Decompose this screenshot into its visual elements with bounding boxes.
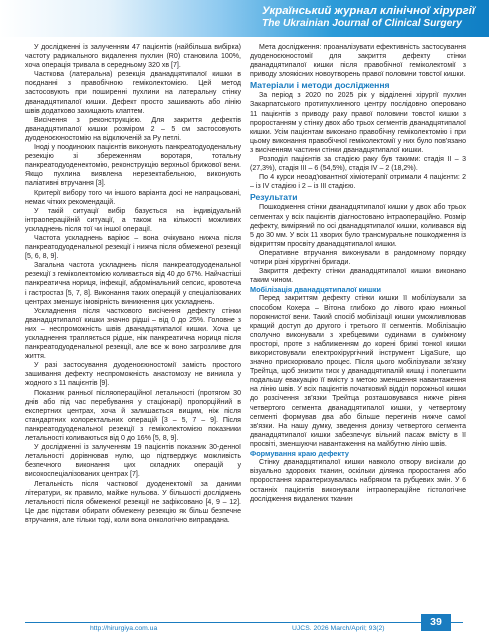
page-number: 39 xyxy=(421,614,451,631)
body-paragraph: Летальність після часткової дуоденектомії за даними літератури, як правило, майже нульова. У більшості досліджень летальності після обмеженої резекції не зафіксовано [4, 9 – 12]. Це дає підстави обирати обмежену резекцію як більш безпечне втручання, але тільки тоді, коли вона онкологічно виправдана. xyxy=(25,480,241,524)
body-paragraph: У дослідженні із залученням 47 пацієнтів (найбільша вибірка) частоту радикального видалення пухлин (R0) становила 100%, хоча операція тривала в середньому 320 хв [7]. xyxy=(25,44,241,70)
body-paragraph: За період з 2020 по 2025 рік у відділенні хірургії пухлин Закарпатського протипухлинного центру послідовно оперовано 11 пацієнтів з приводу раку правої половини товстої кишки з проростанням у стінку двох або трьох сегментів дванадцятипалої кишки. Усім пацієнтам виконано правобічну геміколектомію і при цьому виконання правобічної геміколектомії у них було пов'язано з висіченням частини стінки дванадцятипалої кишки. xyxy=(250,92,466,154)
body-paragraph: Висічення з реконструкцією. Для закриття дефектів дванадцятипалої кишки розміром 2 – 5 см застосовують дуоденоєюностомію на відключеній за Ру петлі. xyxy=(25,116,241,142)
body-paragraph: По 4 курси неоад'ювантної хіміотерапії отримали 4 пацієнти: 2 – із IV стадією і 2 – із III стадією. xyxy=(250,174,466,191)
right-text-column xyxy=(250,43,466,504)
body-paragraph: Розподіл пацієнтів за стадією раку був такими: стадія II – 3 (27,3%), стадія III – 6 (54,5%), стадія IV – 2 (18,2%). xyxy=(250,156,466,173)
body-paragraph: У разі застосування дуоденоєюностомії замість простого зашивання дефекту неспроможність анастомозу не виникла у жодного з 11 пацієнтів [9]. xyxy=(25,362,241,388)
journal-title-en: The Ukrainian Journal of Clinical Surgery xyxy=(262,18,462,29)
body-paragraph: Пошкодження стінки дванадцятипалої кишки у двох або трьох сегментах у всіх пацієнтів діагностовано інтраопераційно. Розмір дефекту, виміряний по осі дванадцятипалої кишки, коливався від 5 до 30 мм. У всіх 11 хворих було трансмуральне пошкодження із відкриттям просвіту дванадцятипалої кишки. xyxy=(250,204,466,248)
body-paragraph: Загальна частота ускладнень після панкреатодуоденальної резекції з геміколектомією коливається від 40 до 67%. Найчастіші панкреатична нориця, інфекції, абдомінальний сепсис, кровотеча і гастростаз [5, 7, 8]. Виконання таких операцій у спеціалізованих центрах зменшує імовірність виникнення цих ускладнень. xyxy=(25,262,241,306)
journal-title-ua: Український журнал клінічної хірургії xyxy=(262,5,475,17)
journal-title-block xyxy=(262,5,475,30)
body-paragraph: Часткова (латеральна) резекція дванадцятипалої кишки в поєднанні з правобічною геміколектомією. Цей метод застосовують при поширенні пухлини на латеральну стінку дванадцятипалої кишки. Дефект просто зашивають або лінію швів додатково захищають клаптем. xyxy=(25,71,241,115)
journal-header-banner xyxy=(0,0,489,37)
body-paragraph: Показник ранньої післяопераційної летальності (протягом 30 днів або під час перебування у стаціонарі) пропорційний в експертних центрах, хоча й залишається вищим, ніж після стандартних колоректальних операцій [3 – 5, 7 – 9]. Після панкреатодуоденальної резекції з геміколектомією показники летальності коливаються від 0 до 16% [5, 8, 9]. xyxy=(25,389,241,443)
body-paragraph: Закриття дефекту стінки дванадцятипалої кишки виконано таким чином. xyxy=(250,268,466,285)
section-heading: Формування краю дефекту xyxy=(250,449,349,459)
section-heading: Матеріали і методи дослідження xyxy=(250,80,390,91)
body-paragraph: Частота ускладнень варіює – вона очікувано нижча після панкреатодуоденальної резекції і нижча після обмеженої резекції [5, 6, 8, 9]. xyxy=(25,234,241,261)
footer-journal-citation: UJCS. 2026 March/April; 93(2) xyxy=(292,625,385,632)
body-paragraph: Ускладнення після часткового висічення дефекту стінки дванадцятипалої кишки значно рідші – від 0 до 25%. Головне з них – неспроможність швів дванадцятипалої кишки. Хоча це ускладнення трапляється рідше, ніж панкреатична нориця після панкреатодуоденальної резекції, але все ж воно загрозливе для життя. xyxy=(25,307,241,361)
section-heading: Результати xyxy=(250,192,298,203)
section-heading: Мобілізація дванадцятипалої кишки xyxy=(250,285,381,295)
body-paragraph: Мета дослідження: проаналізувати ефективність застосування дуоденоєюностомії для закриття дефекту стінки дванадцятипалої кишки після правобічної геміколектомії з приводу злоякісних новоутворень правої половини товстої кишки. xyxy=(250,44,466,79)
body-paragraph: Оперативне втручання виконували в рандомному порядку чотири різні хірургічні бригади. xyxy=(250,249,466,266)
footer-divider xyxy=(25,622,463,623)
body-paragraph: У такій ситуації вибір базується на індивідуальній інтраопераційній ситуації, а також на кількості можливих ускладнень після тої чи іншої операції. xyxy=(25,207,241,233)
body-paragraph: Перед закриттям дефекту стінки кишки її мобілізували за способом Кохера – Вітона глибоко до лівого краю нижньої порожнистої вени. Такий спосіб мобілізації кишки уможливлював кращий доступ до другого і третього її сегментів. Мобілізацію сполучно виконували з хребцевими судинами в суміжному просторі, проте з наближенням до корені брижі тонкої кишки використовували електрохірургічний інструмент LigaSure, що значно прискорювало процес. Після цього мобілізували зв'язку Трейтца, щоб знизити тиск у дванадцятипалій кишці і полегшити подальшу евакуацію її вмісту з метою зменшення навантаження на лінію швів. У всіх пацієнтів початковий відділ порожньої кишки до розсічення зв'язки Трейтца розташовувався нижче рівня четвертого сегмента дванадцятипалої кишки, у четвертому сегменті формував два або більше перегинів нижче самої зв'язки. На нашу думку, зведення донизу четвертого сегмента дванадцятипалої кишки забезпечує вільний пасаж вмісту в її просвіті, зменшуючи навантаження на майбутню лінію швів. xyxy=(250,295,466,448)
body-paragraph: Іноді у поодиноких пацієнтів виконують панкреатодуоденальну резекцію зі збереженням воротаря, тотальну панкреатодуоденектомію, реконструкцію верхньої брижової вени. Якщо пухлина виявлена нерезектабельною, виконують паліативні втручання [3]. xyxy=(25,144,241,188)
body-paragraph: У дослідженні із залученням 19 пацієнтів показник 30-денної летальності дорівнював нулю, що підтверджує можливість безпечного виконання цих складних операцій у високоспеціалізованих центрах [7]. xyxy=(25,444,241,479)
footer-website-link[interactable]: http://hirurgiya.com.ua xyxy=(90,625,158,632)
body-paragraph: Критерії вибору того чи іншого варіанта досі не напрацьовані, немає чітких рекомендацій. xyxy=(25,189,241,206)
body-paragraph: Стінку дванадцятипалої кишки навколо отвору висікали до візуально здорових тканин, оскільки ділянка проростання або проростання характеризувалась набряком та рубцевих змін. У 6 останніх пацієнтів виконували інтраопераційне гістологічне дослідження видалених тканин xyxy=(250,459,466,503)
left-text-column xyxy=(25,43,241,525)
